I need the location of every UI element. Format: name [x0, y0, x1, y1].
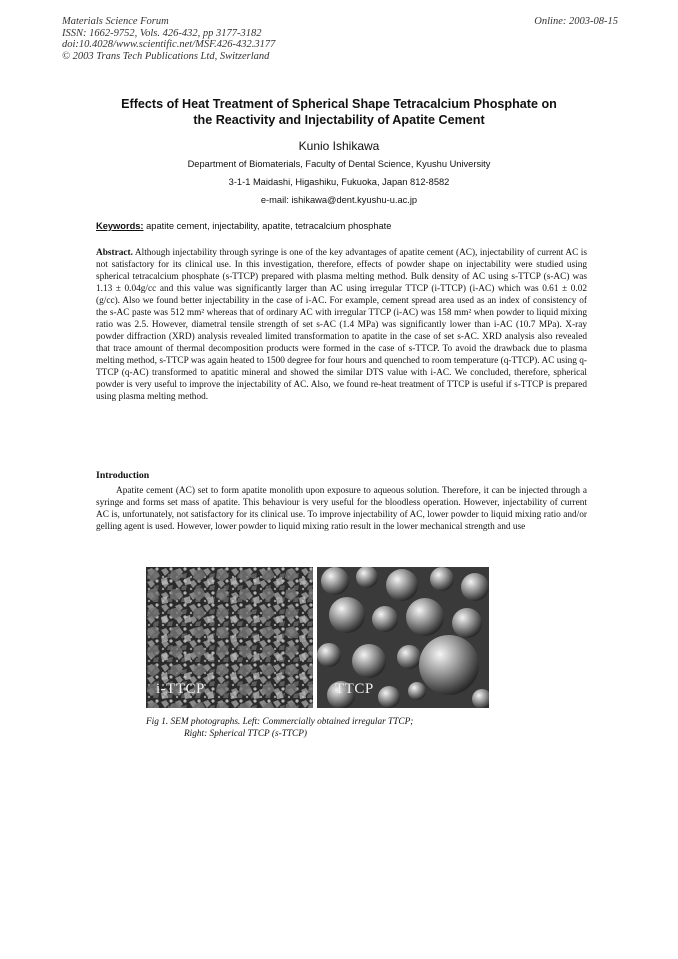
paper-title: [80, 97, 598, 128]
abstract: [96, 247, 587, 403]
affiliation-department: Department of Biomaterials, Faculty of Dental Science, Kyushu University: [187, 159, 491, 169]
caption-line-1: Fig 1. SEM photographs. Left: Commercially obtained irregular TTCP;: [146, 717, 414, 727]
journal-copyright: © 2003 Trans Tech Publications Ltd, Switzerland: [62, 50, 270, 62]
online-date: Online: 2003-08-15: [534, 16, 618, 27]
keywords: [96, 221, 391, 231]
introduction-paragraph: [96, 485, 587, 533]
figure-right-label: TTCP: [335, 681, 374, 697]
introduction-heading: Introduction: [96, 470, 150, 481]
abstract-text: Although injectability through syringe is one of the key advantages of apatite cement (AC), injectability of current AC is not satisfactory for its clinical use. In this investigation, therefore, effects of powder shape on injectability were studied using spherical tetracalcium phosphate (s-TTCP) prepared with plasma melting method. Bulk density of AC using s-TTCP (s-AC) was 1.13 ± 0.04g/cc and this value was significantly larger than AC using irregular TTCP (i-TTCP) (i-AC) which was 0.61 ± 0.02 (g/cc). Also we found better injectability in the case of i-AC. For example, cement spread area used as an index of consistency of the s-AC paste was 512 mm² whereas that of ordinary AC with irregular TTCP (i-AC) was 158 mm² when powder to liquid mixing ratio was 2.5. However, diametral tensile strength of set s-AC (1.4 MPa) was significantly lower than i-AC (10.7 MPa). X-ray powder diffraction (XRD) analysis revealed limited transformation to apatite in the case of set s-AC. XRD analysis also revealed that trace amount of thermal decomposition products were formed in the case of s-TTCP. To avoid the drawback due to plasma melting method, s-TTCP was again heated to 1500 degree for four hours and quenched to room temperature (q-TTCP). AC using q-TTCP (q-AC) transformed to apatitic mineral and showed the similar DTS value with i-AC. We concluded, therefore, spherical powder is very useful to improve the injectability of AC. Also, we found re-heat treatment of TTCP is useful if s-TTCP is prepared using plasma melting method.: [96, 248, 587, 402]
journal-name: Materials Science Forum: [62, 16, 169, 27]
caption-line-2: Right: Spherical TTCP (s-TTCP): [184, 729, 308, 739]
affiliation-address: 3-1-1 Maidashi, Higashiku, Fukuoka, Japan 812-8582: [228, 177, 450, 187]
figure-caption: [146, 716, 413, 740]
figure-left-label: i-TTCP: [156, 681, 205, 697]
title-line-2: the Reactivity and Injectability of Apatite Cement: [193, 112, 485, 127]
keywords-label: Keywords:: [96, 221, 144, 231]
affiliation-email: e-mail: ishikawa@dent.kyushu-u.ac.jp: [260, 195, 418, 205]
introduction-text: Apatite cement (AC) set to form apatite monolith upon exposure to aqueous solution. Therefore, it can be injected through a syringe and forms set mass of apatite. This behaviour is very useful for the bloodless operation. However, injectability of current AC is, unfortunately, not satisfactory for its clinical use. To improve injectability of AC, lower powder to liquid mixing ratio and/or gelling agent is used. However, lower powder to liquid mixing ratio result in the lower mechanical strength and use: [96, 486, 587, 532]
journal-info: [62, 16, 275, 62]
sem-photo-spherical: [317, 567, 489, 708]
keywords-text: apatite cement, injectability, apatite, tetracalcium phosphate: [146, 221, 392, 231]
journal-doi: doi:10.4028/www.scientific.net/MSF.426-432.3177: [62, 39, 276, 50]
abstract-label: Abstract.: [96, 248, 133, 258]
author-name: Kunio Ishikawa: [298, 139, 380, 153]
sem-photo-irregular: [146, 567, 313, 708]
title-line-1: Effects of Heat Treatment of Spherical Shape Tetracalcium Phosphate on: [121, 97, 557, 111]
journal-issn: ISSN: 1662-9752, Vols. 426-432, pp 3177-3182: [62, 27, 262, 39]
